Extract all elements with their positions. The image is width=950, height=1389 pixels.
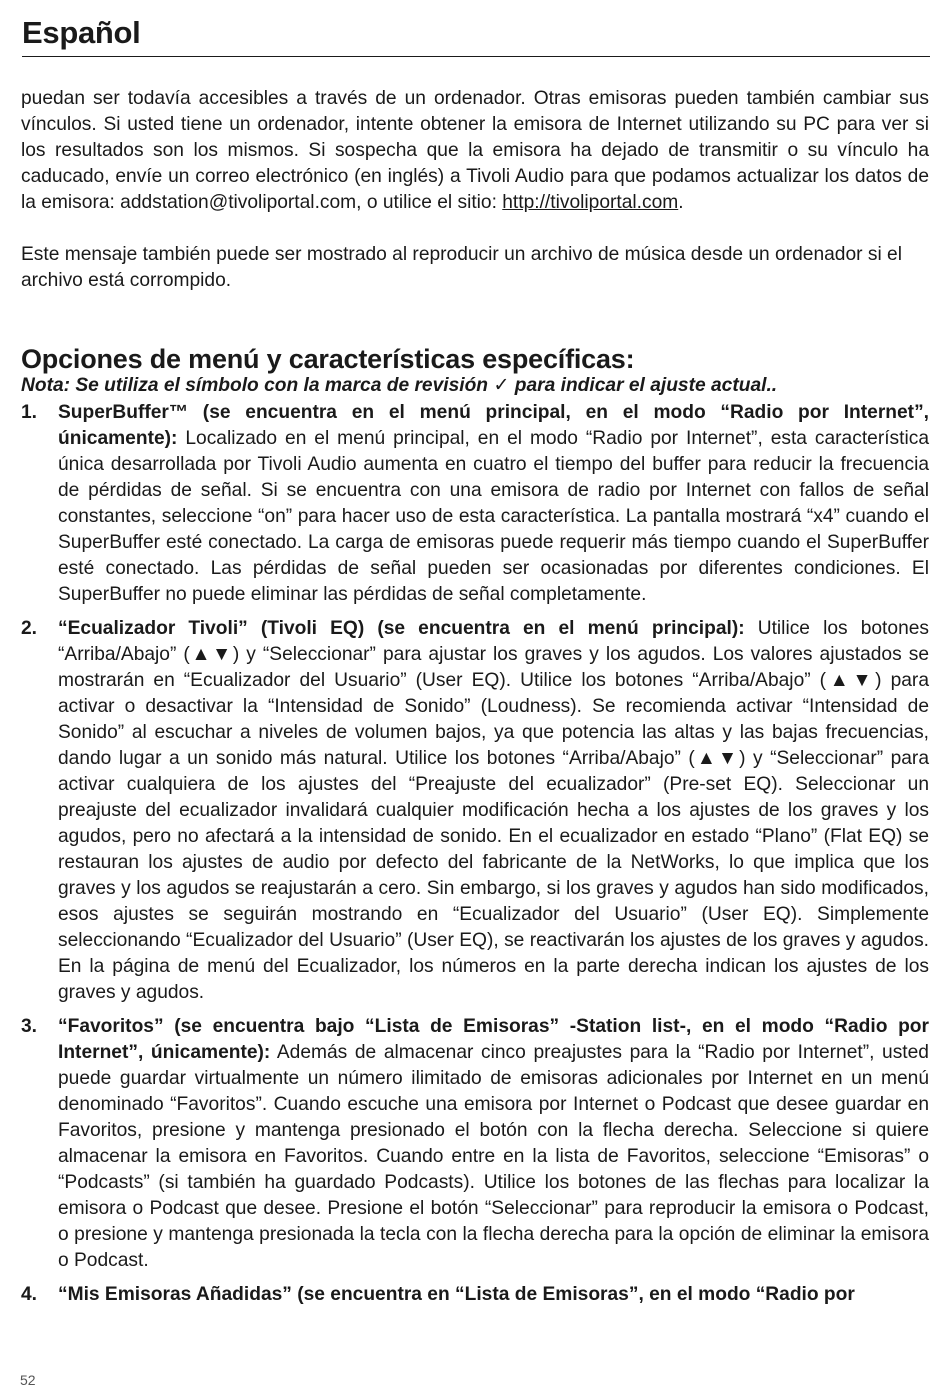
list-item-body: Localizado en el menú principal, en el modo “Radio por Internet”, esta característica única desarrollada por Tivoli Audio aumenta en cuatro el tiempo del buffer para reducir la frecuencia de pérdidas de señal. Si se encuentra con una emisora de radio por Internet con fallos de señal constantes, seleccione “on” para hacer uso de esta característica. La pantalla mostrará “x4” cuando el SuperBuffer esté conectado. La carga de emisoras puede requerir más tiempo cuando el SuperBuffer esté conectado. Las pérdidas de señal pueden ser ocasionadas por diferentes condiciones. El SuperBuffer no puede eliminar las pérdidas de señal completamente. (58, 428, 929, 605)
list-item-number: 3. (21, 1016, 38, 1037)
list-item-body: Además de almacenar cinco preajustes para la “Radio por Internet”, usted puede guardar virtualmente un número ilimitado de emisoras adicionales por Internet en un menú denominado “Favoritos”. Cuando escuche una emisora por Internet o Podcast que desee guardar en Favoritos, presione y mantenga presionado el botón con la flecha derecha. Seleccione si quiere almacenar la emisora en Favoritos. Cuando entre en la lista de Favoritos, seleccione “Emisoras” o “Podcasts” (si también ha guardado Podcasts). Utilice los botones de las flechas para localizar la emisora o Podcast que desee. Presione el botón “Seleccionar” para reproducir la emisora o Podcast, o presione y mantenga presionada la tecla con la flecha derecha para la opción de eliminar la emisora o Podcast. (58, 1042, 929, 1271)
intro-text: puedan ser todavía accesibles a través de un ordenador. Otras emisoras pueden también cambiar sus vínculos. Si usted tiene un ordenador, intente obtener la emisora de Internet utilizando su PC para ver si los resultados son los mismos. Si sospecha que la emisora ha dejado de transmitir o su vínculo ha caducado, envíe un correo electrónico (en inglés) a Tivoli Audio para que podamos actualizar los datos de la emisora: addstation@tivoliportal.com, o utilice el sitio: (21, 88, 929, 213)
list-item (21, 616, 929, 1006)
list-item-heading: “Favoritos” (se encuentra bajo “Lista de Emisoras” -Station list-, en el modo “Radio por Internet”, únicamente): (58, 1016, 929, 1063)
list-item (21, 1282, 929, 1308)
page-number: 52 (20, 1372, 36, 1388)
list-item-heading: “Ecualizador Tivoli” (Tivoli EQ) (se encuentra en el menú principal): (58, 618, 745, 639)
tivoliportal-link[interactable]: http://tivoliportal.com (502, 192, 679, 213)
list-item-number: 2. (21, 618, 38, 639)
checkmark-note: Nota: Se utiliza el símbolo con la marca de revisión ✓ para indicar el ajuste actual.. (21, 375, 778, 396)
list-item-heading: SuperBuffer™ (se encuentra en el menú principal, en el modo “Radio por Internet”, únicamente): (58, 402, 929, 449)
page-header (22, 14, 930, 57)
intro-paragraph (21, 86, 929, 216)
list-item (21, 400, 929, 608)
list-item-number: 1. (21, 402, 38, 423)
list-item-heading: “Mis Emisoras Añadidas” (se encuentra en “Lista de Emisoras”, en el modo “Radio por (58, 1284, 855, 1305)
list-item (21, 1014, 929, 1274)
intro-text-end: . (678, 192, 684, 213)
language-title: Español (22, 15, 141, 50)
list-item-number: 4. (21, 1284, 38, 1305)
corrupted-file-paragraph: Este mensaje también puede ser mostrado al reproducir un archivo de música desde un ordenador si el archivo está corrompido. (21, 244, 902, 291)
feature-list (21, 400, 929, 1308)
list-item-body: Utilice los botones “Arriba/Abajo” (▲▼) y “Seleccionar” para ajustar los graves y los agudos. Los valores ajustados se mostrarán en “Ecualizador del Usuario” (User EQ). Utilice los botones “Arriba/Abajo” (▲▼) para activar o desactivar la “Intensidad de Sonido” (Loudness). Se recomienda activar “Intensidad de Sonido” al escuchar a niveles de volumen bajos, ya que potencia las altas y las bajas frecuencias, dando lugar a un sonido más natural. Utilice los botones “Arriba/Abajo” (▲▼) y “Seleccionar” para activar cualquiera de los ajustes del “Preajuste del ecualizador” (Pre-set EQ). Seleccionar un preajuste del ecualizador invalidará cualquier modificación hecha a los ajustes de los graves y los agudos, pero no afectará a la intensidad de sonido. En el ecualizador en estado “Plano” (Flat EQ) se restauran los ajustes de audio por defecto del fabricante de la NetWorks, lo que implica que los graves y los agudos se reajustarán a cero. Sin embargo, si los graves y agudos han sido modificados, esos ajustes se seguirán mostrando en “Ecualizador del Usuario” (User EQ). Simplemente seleccionando “Ecualizador del Usuario” (User EQ), se reactivarán los ajustes de los graves y agudos. En la página de menú del Ecualizador, los números en la parte derecha indican los ajustes de los graves y agudos. (58, 618, 929, 1003)
page-content (21, 86, 929, 1316)
section-title: Opciones de menú y características específicas: (21, 344, 635, 374)
